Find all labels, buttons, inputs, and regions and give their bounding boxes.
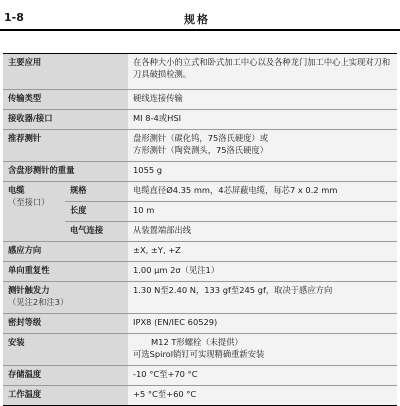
table-row	[3, 90, 397, 110]
stylus-line-2: 方形测针（陶瓷测头，75洛氏硬度）	[133, 145, 269, 155]
page-number: 1-8	[4, 11, 24, 24]
row-value: ±X, ±Y, +Z	[128, 242, 397, 262]
row-label: 单向重复性	[3, 262, 128, 282]
row-label: 含盘形测针的重量	[3, 162, 128, 182]
row-label: 密封等级	[3, 314, 128, 334]
cable-connection-label: 电气连接	[65, 222, 128, 242]
table-row	[3, 366, 397, 386]
row-label: 存储温度	[3, 366, 128, 386]
table-row	[3, 282, 397, 314]
table-row	[3, 54, 397, 90]
trigger-force-label-cell	[3, 282, 128, 314]
row-value: +5 °C至+60 °C	[128, 386, 397, 406]
row-value: 1055 g	[128, 162, 397, 182]
stylus-line-1: 盘形测针（碳化钨，75洛氏硬度）或	[133, 133, 269, 143]
cable-spec-value: 电缆直径Ø4.35 mm，4芯屏蔽电缆，每芯7 x 0.2 mm	[128, 182, 397, 202]
table-row	[3, 386, 397, 406]
table-row	[3, 262, 397, 282]
table-row	[3, 314, 397, 334]
row-label: 接收器/接口	[3, 110, 128, 130]
table-row	[3, 182, 397, 202]
cable-connection-value: 从装置端部出线	[128, 222, 397, 242]
table-row	[3, 162, 397, 182]
row-label: 传输类型	[3, 90, 128, 110]
table-row	[3, 130, 397, 162]
row-label: 安装	[3, 334, 128, 366]
row-value	[128, 130, 397, 162]
table-row	[3, 110, 397, 130]
row-value: 1.30 N至2.40 N，133 gf至245 gf，取决于感应方向	[128, 282, 397, 314]
cable-label-cell	[3, 182, 65, 242]
page-title: 规格	[184, 13, 210, 26]
cable-label: 电缆	[8, 185, 25, 195]
cable-note: （至接口）	[8, 197, 50, 207]
row-value: 硬线连接传输	[128, 90, 397, 110]
page-header	[0, 0, 400, 34]
table-row	[3, 334, 397, 366]
trigger-force-note: （见注2和注3）	[8, 297, 69, 307]
row-value	[128, 334, 397, 366]
row-label: 工作温度	[3, 386, 128, 406]
row-label: 主要应用	[3, 54, 128, 90]
header-rule	[0, 29, 400, 31]
cable-spec-label: 规格	[65, 182, 128, 202]
row-value: 1.00 µm 2σ（见注1）	[128, 262, 397, 282]
specification-table	[3, 53, 397, 406]
cable-length-label: 长度	[65, 202, 128, 222]
row-value: IPX8 (EN/IEC 60529)	[128, 314, 397, 334]
mounting-line-2: 可选Spirol销钉可实现精确重新安装	[133, 349, 265, 359]
row-value: -10 °C至+70 °C	[128, 366, 397, 386]
cable-length-value: 10 m	[128, 202, 397, 222]
trigger-force-label: 测针触发力	[8, 285, 50, 295]
row-value: MI 8-4或HSI	[128, 110, 397, 130]
row-value: 在各种大小的立式和卧式加工中心以及各种龙门加工中心上实现对刀和刀具破损检测。	[128, 54, 397, 90]
mounting-line-1: M12 T形螺栓（未提供）	[151, 337, 243, 347]
row-label: 感应方向	[3, 242, 128, 262]
table-row	[3, 242, 397, 262]
row-label: 推荐测针	[3, 130, 128, 162]
